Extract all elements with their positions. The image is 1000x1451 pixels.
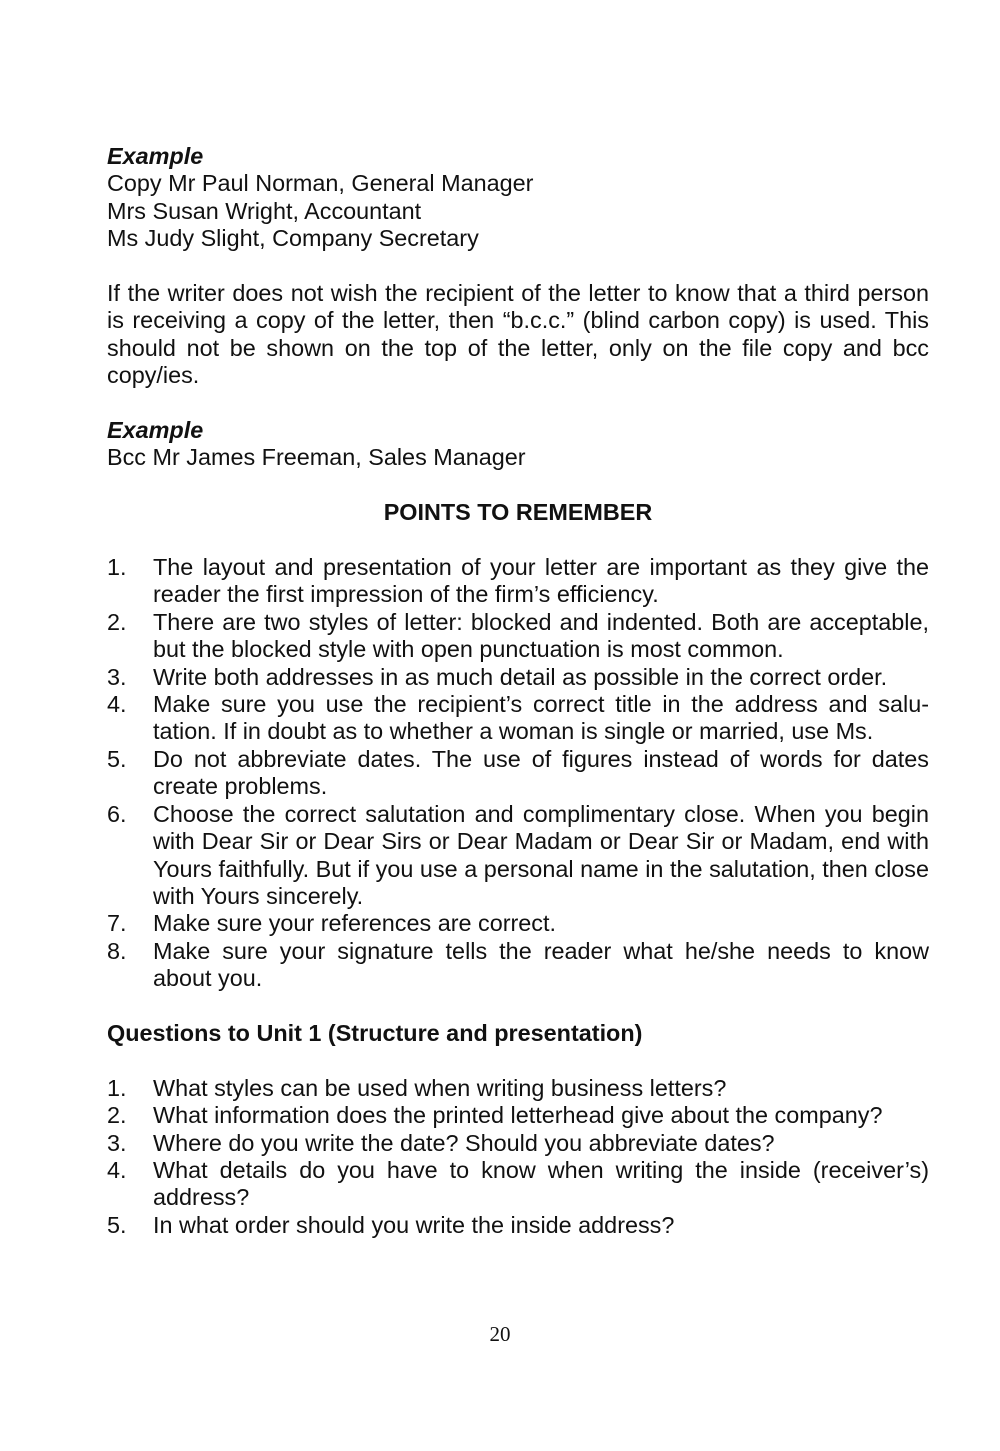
example-label: Example [107,417,204,444]
points-list [107,554,929,993]
item-text: In what order should you write the inside address? [153,1211,675,1238]
page-content [107,143,929,1239]
item-number: 2. [107,608,127,635]
item-number: 1. [107,554,127,581]
item-text: Where do you write the date? Should you abbreviate dates? [153,1129,775,1156]
list-item [107,746,929,801]
points-heading: POINTS TO REMEMBER [383,499,653,526]
item-number: 8. [107,937,127,964]
item-text: Make sure your signature tells the reader what he/she needs to know about you. [153,937,929,992]
item-number: 6. [107,800,127,827]
list-item [107,1130,929,1157]
list-item [107,609,929,664]
item-number: 1. [107,1074,127,1101]
copy-line: Mrs Susan Wright, Accountant [107,197,422,224]
list-item [107,1075,929,1102]
questions-list [107,1075,929,1239]
list-item [107,1212,929,1239]
item-number: 7. [107,910,127,937]
list-item [107,938,929,993]
item-text: Choose the correct salutation and complimentary close. When you begin with Dear Sir or Dear Sirs or Dear Madam or Dear Sir or Madam, end with Yours faithfully. But if you use a personal name in the salutation, then close with Yours sincerely. [153,800,929,909]
list-item [107,1157,929,1212]
page-number: 20 [489,1322,511,1346]
bcc-line: Bcc Mr James Freeman, Sales Manager [107,444,526,471]
item-number: 3. [107,663,127,690]
copy-line: Ms Judy Slight, Company Secretary [107,225,479,252]
list-item [107,1102,929,1129]
example-label: Example [107,143,204,169]
questions-heading: Questions to Unit 1 (Structure and presentation) [107,1019,643,1046]
item-number: 5. [107,1211,127,1238]
copy-line: Copy Mr Paul Norman, General Manager [107,170,534,197]
item-text: Make sure your references are correct. [153,910,556,937]
item-number: 4. [107,1156,127,1183]
item-text: Write both addresses in as much detail as possible in the correct order. [153,663,888,690]
item-text: The layout and presentation of your letter are important as they give the reader the first impression of the firm’s efficiency. [153,554,929,608]
list-item [107,910,929,937]
list-item [107,664,929,691]
item-text: Make sure you use the recipient’s correct title in the address and salutation. If in doubt as to whether a woman is single or married, use Ms. [153,691,929,745]
bcc-paragraph: If the writer does not wish the recipient of the letter to know that a third person is receiving a copy of the letter, then “b.c.c.” (blind carbon copy) is used. This should not be shown on the top of the letter, only on the file copy and bcc copy/ies. [107,280,929,389]
item-number: 5. [107,745,127,772]
item-text: Do not abbreviate dates. The use of figures instead of words for dates create problems. [153,745,929,800]
item-text: There are two styles of letter: blocked and indented. Both are acceptable, but the blocked style with open punctuation is most common. [153,608,929,663]
item-number: 4. [107,691,127,718]
list-item [107,801,929,911]
list-item [107,554,929,609]
item-text: What information does the printed letterhead give about the company? [153,1102,883,1129]
list-item [107,691,929,746]
item-number: 2. [107,1102,127,1129]
item-text: What styles can be used when writing business letters? [153,1074,727,1101]
item-number: 3. [107,1129,127,1156]
item-text: What details do you have to know when writing the inside (receiver’s) address? [153,1156,929,1211]
